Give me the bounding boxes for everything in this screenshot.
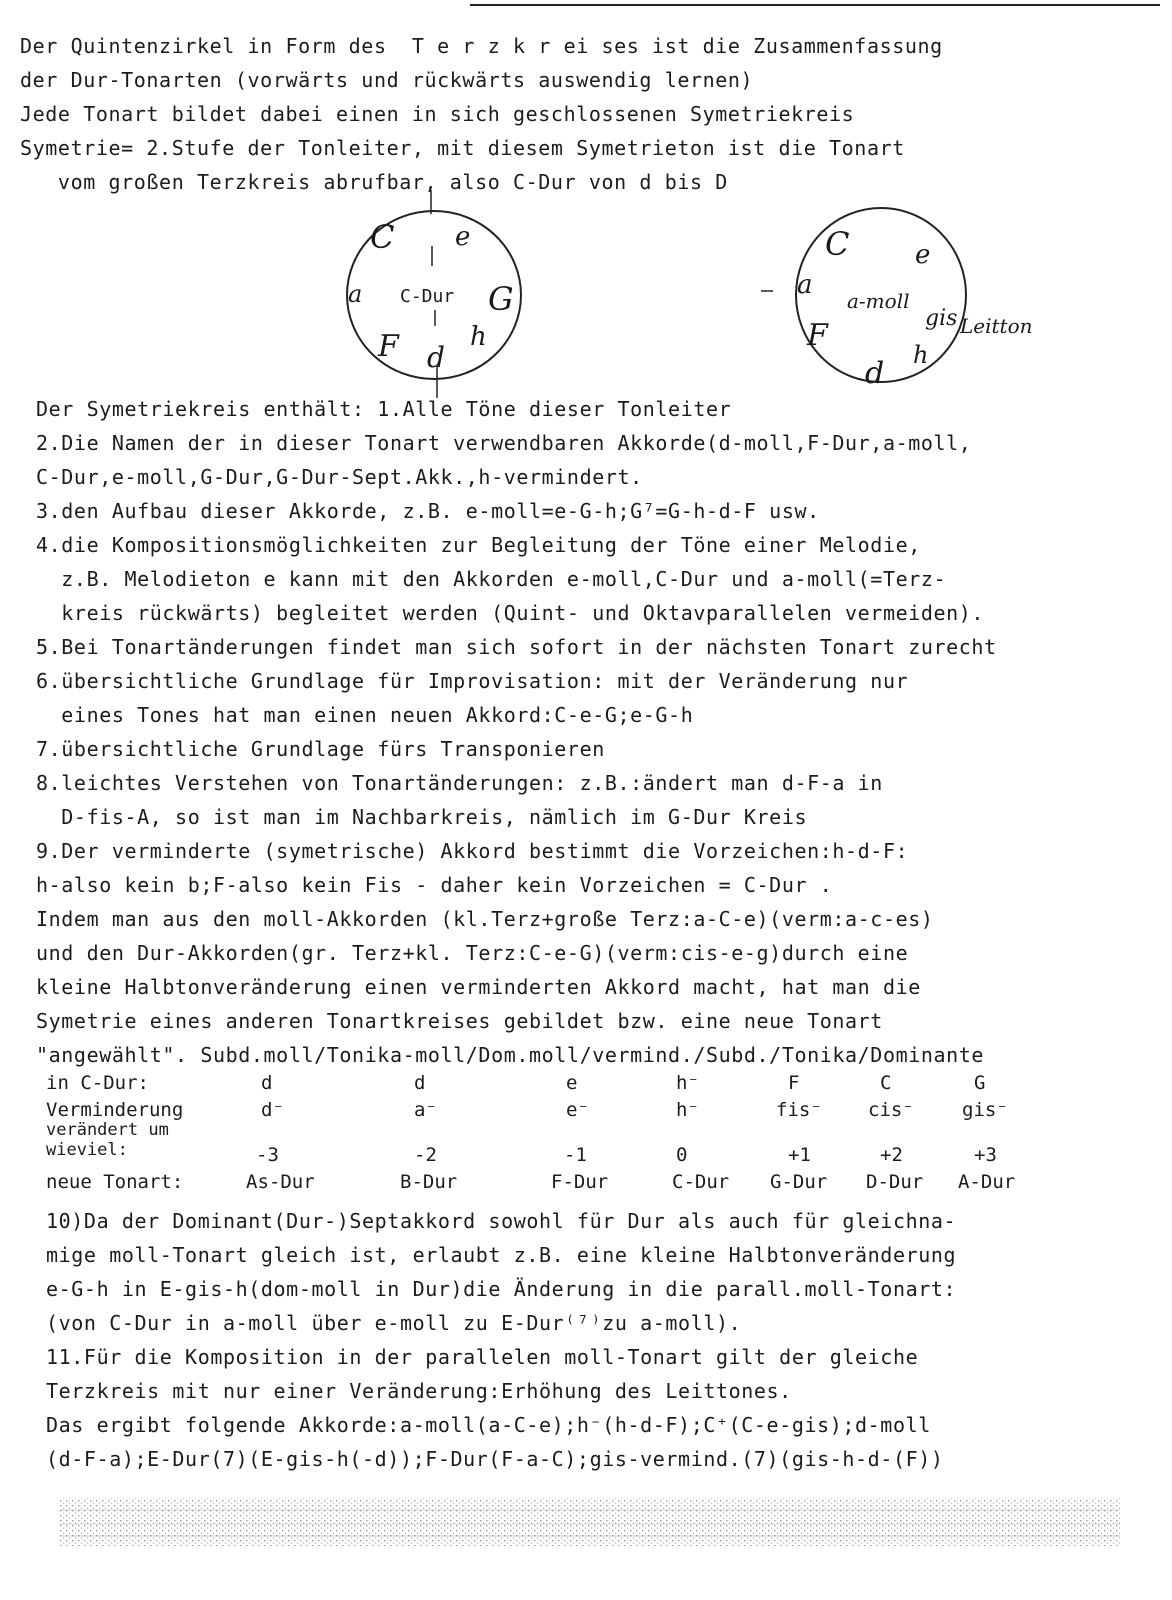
table-cell: F	[788, 1072, 800, 1094]
circle-c-note-d: d	[427, 341, 445, 374]
closing-line-8: (d-F-a);E-Dur(7)(E-gis-h(-d));F-Dur(F-a-C);gis-vermind.(7)(gis-h-d-(F))	[46, 1447, 944, 1471]
table-row	[46, 1171, 1046, 1198]
body-line-7: kreis rückwärts) begleitet werden (Quint- und Oktavparallelen vermeiden).	[36, 601, 985, 625]
body-line-6: z.B. Melodieton e kann mit den Akkorden e-moll,C-Dur und a-moll(=Terz-	[36, 567, 947, 591]
table-cell: a⁻	[414, 1099, 437, 1121]
table-row	[46, 1120, 1046, 1144]
table-row	[46, 1072, 1046, 1099]
circle-a-note-C: C	[825, 225, 850, 263]
table-cell: d⁻	[261, 1099, 284, 1121]
table-cell: e⁻	[566, 1099, 589, 1121]
circle-c-note-a: a	[348, 280, 363, 308]
closing-line-2: mige moll-Tonart gleich ist, erlaubt z.B. eine kleine Halbtonveränderung	[46, 1243, 957, 1267]
circle-a-note-gis: gis	[925, 306, 958, 331]
body-line-17: und den Dur-Akkorden(gr. Terz+kl. Terz:C-e-G)(verm:cis-e-g)durch eine	[36, 941, 909, 965]
body-line-8: 5.Bei Tonartänderungen findet man sich sofort in der nächsten Tonart zurecht	[36, 635, 997, 659]
table-cell: 0	[676, 1144, 688, 1166]
circle-a-note-a: a	[797, 270, 813, 300]
row-label: verändert um	[46, 1120, 169, 1140]
circle-a-note-d: d	[865, 356, 885, 391]
intro-line-4: Symetrie= 2.Stufe der Tonleiter, mit diesem Symetrieton ist die Tonart	[20, 136, 905, 160]
circle-c-note-h: h	[470, 322, 487, 352]
table-cell: As-Dur	[246, 1171, 315, 1193]
body-line-13: D-fis-A, so ist man im Nachbarkreis, nämlich im G-Dur Kreis	[36, 805, 808, 829]
table-cell: d	[414, 1072, 426, 1094]
body-line-1: Der Symetriekreis enthält: 1.Alle Töne dieser Tonleiter	[36, 397, 732, 421]
table-cell: A-Dur	[958, 1171, 1016, 1193]
scan-noise	[60, 1490, 1120, 1555]
table-cell: B-Dur	[400, 1171, 458, 1193]
circle-a-center: a-moll	[847, 289, 910, 313]
body-line-19: Symetrie eines anderen Tonartkreises gebildet bzw. eine neue Tonart	[36, 1009, 883, 1033]
closing-line-7: Das ergibt folgende Akkorde:a-moll(a-C-e);h⁻(h-d-F);C⁺(C-e-gis);d-moll	[46, 1413, 931, 1437]
circle-a-note-h: h	[913, 341, 929, 369]
circle-a-note-F: F	[807, 318, 828, 353]
table-cell: +3	[974, 1144, 997, 1166]
top-rule	[470, 4, 1160, 6]
table-cell: +1	[788, 1144, 811, 1166]
row-label: in C-Dur:	[46, 1072, 149, 1094]
table-cell: cis⁻	[868, 1099, 914, 1121]
table-cell: +2	[880, 1144, 903, 1166]
body-line-18: kleine Halbtonveränderung einen verminderten Akkord macht, hat man die	[36, 975, 921, 999]
body-line-9: 6.übersichtliche Grundlage für Improvisation: mit der Veränderung nur	[36, 669, 909, 693]
closing-line-3: e-G-h in E-gis-h(dom-moll in Dur)die Änderung in die parall.moll-Tonart:	[46, 1277, 957, 1301]
row-label: wieviel:	[46, 1140, 128, 1160]
closing-line-4: (von C-Dur in a-moll über e-moll zu E-Dur⁽⁷⁾zu a-moll).	[46, 1311, 742, 1335]
table-cell: fis⁻	[776, 1099, 822, 1121]
intro-line-3: Jede Tonart bildet dabei einen in sich geschlossenen Symetriekreis	[20, 102, 855, 126]
table-cell: d	[261, 1072, 273, 1094]
circle-c-center: C-Dur	[400, 286, 455, 307]
table-cell: C-Dur	[672, 1171, 730, 1193]
body-line-4: 3.den Aufbau dieser Akkorde, z.B. e-moll=e-G-h;G⁷=G-h-d-F usw.	[36, 499, 820, 523]
table-cell: -1	[564, 1144, 587, 1166]
tonart-table	[46, 1072, 1046, 1198]
leitton-label: Leitton	[960, 314, 1033, 338]
closing-line-6: Terzkreis mit nur einer Veränderung:Erhöhung des Leittones.	[46, 1379, 792, 1403]
table-cell: -2	[414, 1144, 437, 1166]
table-cell: -3	[256, 1144, 279, 1166]
c-dur-circle	[330, 190, 540, 400]
body-line-20: "angewählt". Subd.moll/Tonika-moll/Dom.moll/vermind./Subd./Tonika/Dominante	[36, 1043, 985, 1067]
body-line-16: Indem man aus den moll-Akkorden (kl.Terz+große Terz:a-C-e)(verm:a-c-es)	[36, 907, 934, 931]
circle-c-note-C: C	[370, 218, 395, 256]
circle-a-note-e: e	[915, 240, 931, 270]
body-line-3: C-Dur,e-moll,G-Dur,G-Dur-Sept.Akk.,h-vermindert.	[36, 465, 643, 489]
table-cell: G-Dur	[770, 1171, 828, 1193]
circle-c-note-e: e	[455, 222, 471, 252]
circle-c-note-F: F	[378, 329, 399, 364]
table-cell: h⁻	[676, 1099, 699, 1121]
body-line-5: 4.die Kompositionsmöglichkeiten zur Begleitung der Töne einer Melodie,	[36, 533, 921, 557]
row-label: neue Tonart:	[46, 1171, 184, 1193]
body-line-10: eines Tones hat man einen neuen Akkord:C-e-G;e-G-h	[36, 703, 694, 727]
closing-line-5: 11.Für die Komposition in der parallelen moll-Tonart gilt der gleiche	[46, 1345, 919, 1369]
table-cell: e	[566, 1072, 578, 1094]
table-cell: C	[880, 1072, 892, 1094]
row-label: Verminderung	[46, 1099, 184, 1121]
closing-line-1: 10)Da der Dominant(Dur-)Septakkord sowohl für Dur als auch für gleichna-	[46, 1209, 957, 1233]
table-cell: h⁻	[676, 1072, 699, 1094]
body-line-2: 2.Die Namen der in dieser Tonart verwendbaren Akkorde(d-moll,F-Dur,a-moll,	[36, 431, 972, 455]
intro-line-2: der Dur-Tonarten (vorwärts und rückwärts auswendig lernen)	[20, 68, 754, 92]
intro-line-5: vom großen Terzkreis abrufbar, also C-Dur von d bis D	[20, 170, 728, 194]
body-line-14: 9.Der verminderte (symetrische) Akkord bestimmt die Vorzeichen:h-d-F:	[36, 839, 909, 863]
body-line-11: 7.übersichtliche Grundlage fürs Transponieren	[36, 737, 605, 761]
table-row	[46, 1099, 1046, 1126]
table-cell: F-Dur	[551, 1171, 609, 1193]
intro-line-1: Der Quintenzirkel in Form des T e r z k r ei ses ist die Zusammenfassung	[20, 34, 943, 58]
table-cell: D-Dur	[866, 1171, 924, 1193]
body-line-12: 8.leichtes Verstehen von Tonartänderungen: z.B.:ändert man d-F-a in	[36, 771, 883, 795]
table-row	[46, 1140, 1046, 1171]
body-line-15: h-also kein b;F-also kein Fis - daher kein Vorzeichen = C-Dur .	[36, 873, 833, 897]
table-cell: G	[974, 1072, 986, 1094]
a-moll-circle	[755, 205, 1055, 405]
circle-c-note-G: G	[488, 280, 514, 318]
table-cell: gis⁻	[962, 1099, 1008, 1121]
